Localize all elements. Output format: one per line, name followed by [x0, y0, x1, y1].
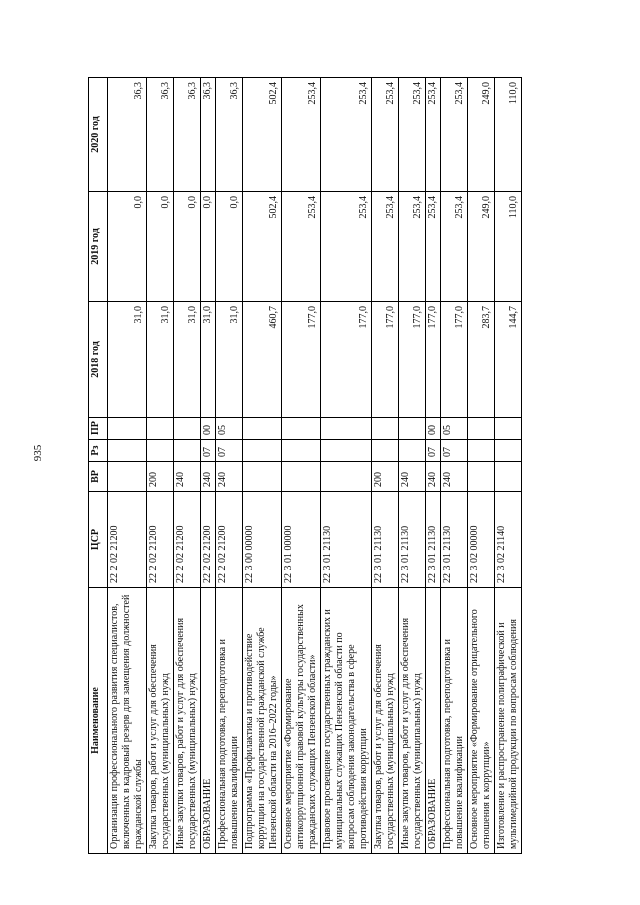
table-row: [441, 78, 468, 854]
table-row: [426, 78, 441, 854]
cell-pr: 05: [216, 418, 243, 440]
cell-2018: 177,0: [399, 302, 426, 418]
cell-name: Подпрограмма «Профилактика и противодействие коррупции на государственной гражданской службе Пензенской области на 2016–2022 годы»: [243, 588, 282, 854]
table-row: [108, 78, 147, 854]
table-row: [243, 78, 282, 854]
col-header-2020: 2020 год: [89, 78, 108, 192]
table-row: [201, 78, 216, 854]
cell-vr: 240: [216, 462, 243, 492]
table-row: [468, 78, 495, 854]
cell-pr: 00: [426, 418, 441, 440]
cell-rz: 07: [441, 440, 468, 462]
cell-rz: [468, 440, 495, 462]
cell-vr: 240: [174, 462, 201, 492]
cell-name: Правовое просвещение государственных гражданских и муниципальных служащих Пензенской области по вопросам соблюдения законодательства в сфере противодействия коррупции: [321, 588, 372, 854]
cell-2019: 0,0: [147, 192, 174, 302]
cell-csr: 22 2 02 21200: [174, 492, 201, 588]
cell-name: ОБРАЗОВАНИЕ: [201, 588, 216, 854]
cell-name: Иные закупки товаров, работ и услуг для обеспечения государственных (муниципальных) нужд: [174, 588, 201, 854]
cell-name: Закупка товаров, работ и услуг для обеспечения государственных (муниципальных) нужд: [147, 588, 174, 854]
col-header-name: Наименование: [89, 588, 108, 854]
table-row: [399, 78, 426, 854]
page-number: 935: [32, 444, 44, 462]
cell-2020: 36,3: [108, 78, 147, 192]
cell-2019: 253,4: [321, 192, 372, 302]
cell-csr: 22 3 01 00000: [282, 492, 321, 588]
cell-2018: 177,0: [426, 302, 441, 418]
cell-vr: [495, 462, 522, 492]
cell-2018: 31,0: [174, 302, 201, 418]
cell-2020: 249,0: [468, 78, 495, 192]
rotated-page: [88, 78, 550, 854]
col-header-pr: ПР: [89, 418, 108, 440]
cell-vr: 240: [441, 462, 468, 492]
cell-2018: 31,0: [201, 302, 216, 418]
cell-pr: [174, 418, 201, 440]
cell-pr: [108, 418, 147, 440]
cell-name: ОБРАЗОВАНИЕ: [426, 588, 441, 854]
cell-rz: 07: [426, 440, 441, 462]
cell-rz: [282, 440, 321, 462]
cell-rz: [372, 440, 399, 462]
cell-name: Изготовление и распространение полиграфической и мультимедийной продукции по вопросам соблюдения: [495, 588, 522, 854]
cell-2018: 144,7: [495, 302, 522, 418]
cell-rz: [174, 440, 201, 462]
cell-2019: 253,4: [372, 192, 399, 302]
cell-2020: 36,3: [174, 78, 201, 192]
cell-2018: 177,0: [372, 302, 399, 418]
table-header-row: [89, 78, 108, 854]
cell-pr: 05: [441, 418, 468, 440]
cell-2019: 253,4: [441, 192, 468, 302]
cell-2020: 253,4: [321, 78, 372, 192]
cell-2018: 460,7: [243, 302, 282, 418]
cell-2020: 36,3: [147, 78, 174, 192]
table-row: [147, 78, 174, 854]
table-row: [372, 78, 399, 854]
cell-2018: 177,0: [441, 302, 468, 418]
cell-rz: 07: [216, 440, 243, 462]
cell-name: Организация профессионального развития специалистов, включенных в кадровый резерв для замещения должностей гражданской службы: [108, 588, 147, 854]
budget-table: [88, 77, 522, 854]
cell-rz: [321, 440, 372, 462]
table-row: [174, 78, 201, 854]
cell-csr: 22 3 00 00000: [243, 492, 282, 588]
cell-rz: [399, 440, 426, 462]
cell-2020: 253,4: [399, 78, 426, 192]
cell-csr: 22 3 01 21130: [441, 492, 468, 588]
cell-2020: 253,4: [441, 78, 468, 192]
cell-csr: 22 2 02 21200: [147, 492, 174, 588]
cell-vr: 240: [201, 462, 216, 492]
cell-vr: 240: [399, 462, 426, 492]
cell-name: Иные закупки товаров, работ и услуг для обеспечения государственных (муниципальных) нужд: [399, 588, 426, 854]
cell-2019: 0,0: [174, 192, 201, 302]
cell-2019: 253,4: [399, 192, 426, 302]
cell-2020: 253,4: [372, 78, 399, 192]
cell-pr: [147, 418, 174, 440]
cell-pr: [468, 418, 495, 440]
cell-2019: 110,0: [495, 192, 522, 302]
cell-csr: 22 2 02 21200: [201, 492, 216, 588]
cell-csr: 22 3 02 21140: [495, 492, 522, 588]
table-body: [108, 78, 522, 854]
cell-name: Закупка товаров, работ и услуг для обеспечения государственных (муниципальных) нужд: [372, 588, 399, 854]
cell-2019: 253,4: [426, 192, 441, 302]
col-header-2019: 2019 год: [89, 192, 108, 302]
cell-vr: [282, 462, 321, 492]
cell-csr: 22 3 01 21130: [426, 492, 441, 588]
cell-pr: 00: [201, 418, 216, 440]
cell-pr: [399, 418, 426, 440]
cell-2018: 31,0: [147, 302, 174, 418]
cell-rz: [147, 440, 174, 462]
cell-pr: [243, 418, 282, 440]
cell-2020: 110,0: [495, 78, 522, 192]
table-row: [495, 78, 522, 854]
cell-name: Основное мероприятие «Формирование отрицательного отношения к коррупции»: [468, 588, 495, 854]
col-header-vr: ВР: [89, 462, 108, 492]
cell-2019: 253,4: [282, 192, 321, 302]
cell-vr: [321, 462, 372, 492]
cell-vr: [243, 462, 282, 492]
cell-vr: 240: [426, 462, 441, 492]
cell-csr: 22 3 01 21130: [321, 492, 372, 588]
cell-2020: 36,3: [216, 78, 243, 192]
col-header-2018: 2018 год: [89, 302, 108, 418]
cell-2019: 502,4: [243, 192, 282, 302]
col-header-rz: Рз: [89, 440, 108, 462]
cell-2020: 253,4: [426, 78, 441, 192]
cell-2019: 0,0: [108, 192, 147, 302]
cell-2019: 0,0: [216, 192, 243, 302]
cell-2018: 283,7: [468, 302, 495, 418]
cell-rz: [108, 440, 147, 462]
cell-csr: 22 3 02 00000: [468, 492, 495, 588]
cell-pr: [282, 418, 321, 440]
cell-2020: 36,3: [201, 78, 216, 192]
cell-csr: 22 2 02 21200: [216, 492, 243, 588]
cell-2019: 249,0: [468, 192, 495, 302]
cell-pr: [372, 418, 399, 440]
cell-pr: [321, 418, 372, 440]
cell-csr: 22 2 02 21200: [108, 492, 147, 588]
table-row: [321, 78, 372, 854]
cell-csr: 22 3 01 21130: [399, 492, 426, 588]
table-row: [216, 78, 243, 854]
cell-2018: 31,0: [216, 302, 243, 418]
cell-vr: 200: [372, 462, 399, 492]
cell-pr: [495, 418, 522, 440]
cell-rz: 07: [201, 440, 216, 462]
cell-vr: [468, 462, 495, 492]
cell-name: Профессиональная подготовка, переподготовка и повышение квалификации: [216, 588, 243, 854]
cell-2020: 253,4: [282, 78, 321, 192]
cell-2018: 177,0: [321, 302, 372, 418]
cell-csr: 22 3 01 21130: [372, 492, 399, 588]
cell-rz: [243, 440, 282, 462]
table-row: [282, 78, 321, 854]
col-header-csr: ЦСР: [89, 492, 108, 588]
cell-name: Основное мероприятие «Формирование антикоррупционной правовой культуры государственных гражданских служащих Пензенской области»: [282, 588, 321, 854]
cell-rz: [495, 440, 522, 462]
cell-vr: 200: [147, 462, 174, 492]
cell-2018: 31,0: [108, 302, 147, 418]
cell-2018: 177,0: [282, 302, 321, 418]
cell-2019: 0,0: [201, 192, 216, 302]
cell-2020: 502,4: [243, 78, 282, 192]
cell-vr: [108, 462, 147, 492]
cell-name: Профессиональная подготовка, переподготовка и повышение квалификации: [441, 588, 468, 854]
